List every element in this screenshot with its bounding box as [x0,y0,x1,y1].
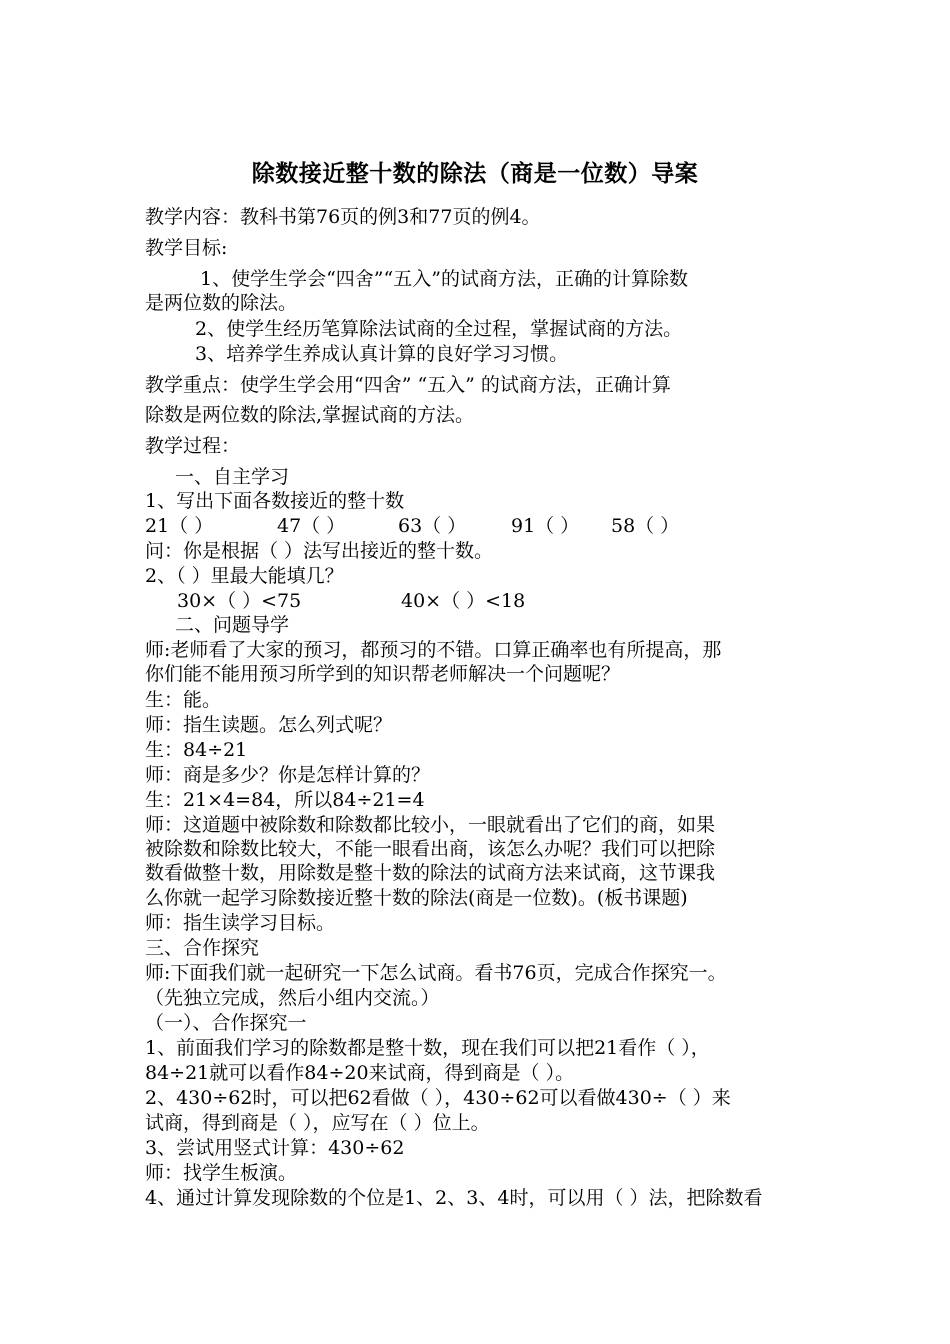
exercise-3: 3、尝试用竖式计算：430÷62 [145,1137,405,1159]
blank-item: 47（ ） [277,515,346,537]
section-guided-questions: 二、问题导学 [175,614,290,636]
key-point-line-b: 除数是两位数的除法,掌握试商的方法。 [145,404,475,426]
goal-2: 2、使学生经历笔算除法试商的全过程，掌握试商的方法。 [195,318,683,340]
teacher-line: 师：指生读学习目标。 [145,912,336,934]
subsection-inquiry-1: （一）、合作探究一 [145,1012,307,1034]
student-line: 生：84÷21 [145,739,248,761]
teacher-line: 师：找学生板演。 [145,1162,298,1184]
teacher-line: 师：这道题中被除数和除数都比较小，一眼就看出了它们的商，如果 [145,814,716,836]
question-2: 2、（ ）里最大能填几？ [145,565,344,587]
teacher-line: （先独立完成，然后小组内交流。） [145,987,440,1009]
page-title: 除数接近整十数的除法（商是一位数）导案 [251,161,699,187]
teacher-line: 师：指生读题。怎么列式呢？ [145,714,393,736]
blank-item: 30×（ ）<75 [177,590,302,612]
question-1-ask: 问：你是根据（ ）法写出接近的整十数。 [145,540,494,562]
teacher-line: 师:下面我们就一起研究一下怎么试商。看书76页，完成合作探究一。 [145,962,727,984]
exercise-1-cont: 84÷21就可以看作84÷20来试商，得到商是（ ）。 [145,1062,575,1084]
exercise-2: 2、430÷62时，可以把62看做（ ），430÷62可以看做430÷（ ）来 [145,1087,731,1109]
exercise-4: 4、通过计算发现除数的个位是1、2、3、4时，可以用（ ）法，把除数看 [145,1187,763,1209]
process-heading: 教学过程： [145,435,241,457]
teacher-line: 么你就一起学习除数接近整十数的除法(商是一位数)。(板书课题) [145,887,688,909]
student-line: 生：能。 [145,689,222,711]
teaching-content: 教学内容：教科书第76页的例3和77页的例4。 [145,206,541,228]
teacher-line: 师:老师看了大家的预习，都预习的不错。口算正确率也有所提高，那 [145,639,722,661]
blank-item: 91（ ） [511,515,580,537]
teacher-line: 数看做整十数，用除数是整十数的除法的试商方法来试商，这节课我 [145,862,716,884]
student-line: 生：21×4=84，所以84÷21=4 [145,789,425,811]
goal-3: 3、培养学生养成认真计算的良好学习习惯。 [195,343,569,365]
goals-heading: 教学目标: [145,237,228,259]
exercise-2-cont: 试商，得到商是（ ），应写在（ ）位上。 [145,1112,490,1134]
blank-item: 40×（ ）<18 [401,590,526,612]
blank-item: 58（ ） [611,515,680,537]
key-point-line-a: 教学重点：使学生学会用“四舍” “五入” 的试商方法，正确计算 [145,374,671,396]
goal-1-line-a: 1、使学生学会“四舍”“五入”的试商方法，正确的计算除数 [200,268,688,290]
exercise-1: 1、前面我们学习的除数都是整十数，现在我们可以把21看作（ ）， [145,1037,710,1059]
teacher-line: 你们能不能用预习所学到的知识帮老师解决一个问题呢？ [145,663,621,685]
section-self-study: 一、自主学习 [175,466,290,488]
section-cooperative-inquiry: 三、合作探究 [145,937,260,959]
blank-item: 63（ ） [398,515,467,537]
goal-1-line-b: 是两位数的除法。 [145,292,298,314]
teacher-line: 师：商是多少？你是怎样计算的？ [145,764,431,786]
blank-item: 21（ ） [145,515,214,537]
teacher-line: 被除数和除数比较大，不能一眼看出商，该怎么办呢？我们可以把除 [145,838,716,860]
question-1: 1、写出下面各数接近的整十数 [145,490,405,512]
